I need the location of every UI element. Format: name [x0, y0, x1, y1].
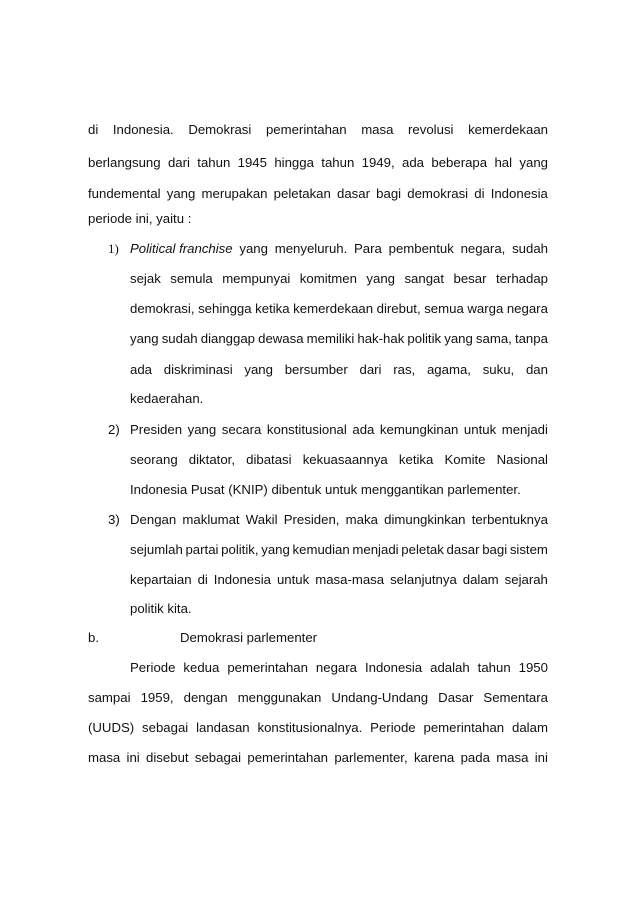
word: partai — [185, 542, 219, 557]
word: maka — [345, 512, 378, 527]
word: merupakan — [201, 186, 268, 201]
word: dalam — [462, 572, 499, 587]
word: dasar — [446, 542, 480, 557]
list-item-line — [130, 422, 548, 438]
word: bagi — [376, 186, 402, 201]
list-item-line — [130, 271, 548, 287]
word: sangat — [404, 271, 445, 286]
word: (UUDS) — [88, 720, 135, 735]
list-item-line: politik kita. — [130, 601, 192, 616]
word: dengan — [183, 690, 228, 705]
word: sampai — [88, 690, 131, 705]
word: dibatasi — [246, 452, 292, 467]
word: Dasar — [438, 690, 474, 705]
word: Komite — [444, 452, 486, 467]
word: 1949, — [361, 155, 395, 170]
word: mempunyai — [222, 271, 291, 286]
word: untuk — [276, 572, 310, 587]
list-item-line — [130, 362, 548, 378]
word: dalam — [512, 720, 548, 735]
word: kedua — [183, 660, 220, 675]
list-number: 3) — [108, 512, 120, 527]
word: berlangsung — [88, 155, 161, 170]
word: selanjutnya — [390, 572, 457, 587]
word: politik — [407, 331, 442, 346]
word: peletak — [401, 542, 444, 557]
word: dan — [525, 362, 548, 377]
word: pembentuk — [388, 241, 454, 256]
word: komitmen — [299, 271, 357, 286]
word: landasan — [196, 720, 250, 735]
word: direbut, — [376, 301, 421, 316]
word: bagi — [482, 542, 508, 557]
word: besar — [453, 271, 487, 286]
word: ketika — [398, 452, 434, 467]
word: kemungkinan — [379, 422, 459, 437]
word: negara — [506, 301, 548, 316]
word: menggunakan — [237, 690, 322, 705]
word: seorang — [130, 452, 178, 467]
word: peletakan — [273, 186, 331, 201]
list-item-line — [130, 542, 548, 558]
word: pemerintahan — [265, 122, 347, 137]
list-item-line — [130, 572, 548, 588]
word: kekuasaannya — [302, 452, 388, 467]
word: kemerdekaan — [293, 301, 374, 316]
word: karena — [413, 750, 455, 765]
word: demokrasi, — [130, 301, 195, 316]
word: ada — [130, 362, 153, 377]
word: Indonesia — [213, 572, 271, 587]
word: ras, — [393, 362, 416, 377]
word: memiliki — [306, 331, 355, 346]
word: menjadi — [352, 542, 399, 557]
word: maklumat — [182, 512, 240, 527]
word: diktator, — [188, 452, 235, 467]
word: menyeluruh. — [274, 241, 348, 256]
word: fundemental — [88, 186, 161, 201]
word: yang — [239, 241, 268, 256]
word: di — [197, 572, 208, 587]
word: ada — [402, 155, 425, 170]
word: masa — [361, 122, 394, 137]
word: sejumlah — [130, 542, 183, 557]
word: Nasional — [496, 452, 548, 467]
word: dewasa — [258, 331, 304, 346]
list-number: 1) — [108, 241, 119, 256]
word: yang — [519, 155, 548, 170]
word: sebagai — [194, 750, 242, 765]
word: tanpa — [514, 331, 548, 346]
word: sistem — [509, 542, 548, 557]
word: semula — [170, 271, 213, 286]
word: tahun — [321, 155, 355, 170]
word: politik, — [221, 542, 259, 557]
word: kemerdekaan — [468, 122, 548, 137]
word: sehingga — [198, 301, 252, 316]
word: hingga — [274, 155, 314, 170]
list-item-line: kedaerahan. — [130, 391, 204, 406]
word: ada — [352, 422, 375, 437]
word: agama, — [426, 362, 471, 377]
list-item-line: Indonesia Pusat (KNIP) dibentuk untuk menggantikan parlementer. — [130, 482, 521, 497]
word: bersumber — [284, 362, 348, 377]
word: Periode — [130, 660, 176, 675]
word: 1959, — [140, 690, 174, 705]
word: Indonesia. — [112, 122, 174, 137]
word: konstitusional — [266, 422, 347, 437]
word: konstitusionalnya. — [257, 720, 363, 735]
word: ini — [534, 750, 548, 765]
word: Indonesia — [490, 186, 548, 201]
word: hak-hak — [357, 331, 405, 346]
word: sejarah — [504, 572, 548, 587]
word: yang — [187, 422, 217, 437]
word: pemerintahan — [423, 720, 505, 735]
word: beberapa — [431, 155, 488, 170]
paragraph-line — [88, 720, 548, 736]
paragraph-line — [88, 122, 548, 138]
word: di — [88, 122, 99, 137]
word: warga — [467, 301, 504, 316]
word: terhadap — [495, 271, 548, 286]
word: masa — [88, 750, 121, 765]
word: Demokrasi — [188, 122, 252, 137]
word: Presiden, — [283, 512, 340, 527]
word: dianggap — [200, 331, 256, 346]
list-item-line — [130, 512, 548, 528]
word: yang — [130, 331, 159, 346]
list-item-line — [130, 241, 548, 257]
word: dasar — [337, 186, 371, 201]
word: yang — [166, 186, 196, 201]
word: yang — [366, 271, 396, 286]
paragraph-line — [88, 186, 548, 202]
word: diskriminasi — [163, 362, 233, 377]
word: tahun — [477, 660, 511, 675]
word: Periode — [370, 720, 416, 735]
word: dari — [167, 155, 190, 170]
word: kemudian — [292, 542, 350, 557]
word: demokrasi — [407, 186, 469, 201]
word: sama, — [475, 331, 512, 346]
paragraph-line — [88, 750, 548, 766]
word: di — [474, 186, 485, 201]
word: yang — [244, 362, 273, 377]
word: Wakil — [245, 512, 278, 527]
paragraph-line — [130, 660, 548, 676]
word: sebagai — [142, 720, 189, 735]
word: Presiden — [130, 422, 183, 437]
word: suku, — [482, 362, 515, 377]
word: 1950 — [518, 660, 548, 675]
list-item-line — [130, 452, 548, 468]
word: untuk — [463, 422, 497, 437]
word: disebut — [146, 750, 189, 765]
word: secara — [221, 422, 262, 437]
word: pemerintahan — [227, 660, 308, 675]
word: masa — [496, 750, 529, 765]
word: 1945 — [237, 155, 267, 170]
word: negara — [315, 660, 357, 675]
list-number: 2) — [108, 422, 120, 437]
word: revolusi — [408, 122, 454, 137]
word: kepartaian — [130, 572, 192, 587]
word: Indonesia — [364, 660, 423, 675]
paragraph-line — [88, 690, 548, 706]
word: sejak — [130, 271, 161, 286]
word: negara, — [460, 241, 506, 256]
word: tahun — [197, 155, 231, 170]
paragraph-line: periode ini, yaitu : — [88, 211, 192, 226]
word: yang — [261, 542, 290, 557]
word: Sementara — [483, 690, 548, 705]
word: ketika — [255, 301, 290, 316]
word: dimungkinkan — [384, 512, 466, 527]
word: Para — [354, 241, 382, 256]
section-letter: b. — [88, 630, 99, 645]
word: dari — [359, 362, 382, 377]
list-item-line — [130, 331, 548, 347]
word: terbentuknya — [471, 512, 548, 527]
word: sudah — [512, 241, 548, 256]
italic-term: Political franchise — [130, 241, 233, 256]
word: yang — [444, 331, 473, 346]
word: ini — [126, 750, 140, 765]
word: semua — [424, 301, 464, 316]
word: pemerintahan — [247, 750, 329, 765]
word: sudah — [161, 331, 198, 346]
word: Dengan — [130, 512, 177, 527]
word: Undang-Undang — [331, 690, 429, 705]
section-heading: Demokrasi parlementer — [180, 630, 318, 645]
word: parlementer, — [334, 750, 408, 765]
word: masa-masa — [315, 572, 385, 587]
word: pada — [460, 750, 490, 765]
word: hal — [494, 155, 513, 170]
list-item-line — [130, 301, 548, 317]
word: adalah — [430, 660, 470, 675]
paragraph-line — [88, 155, 548, 171]
word: menjadi — [501, 422, 548, 437]
